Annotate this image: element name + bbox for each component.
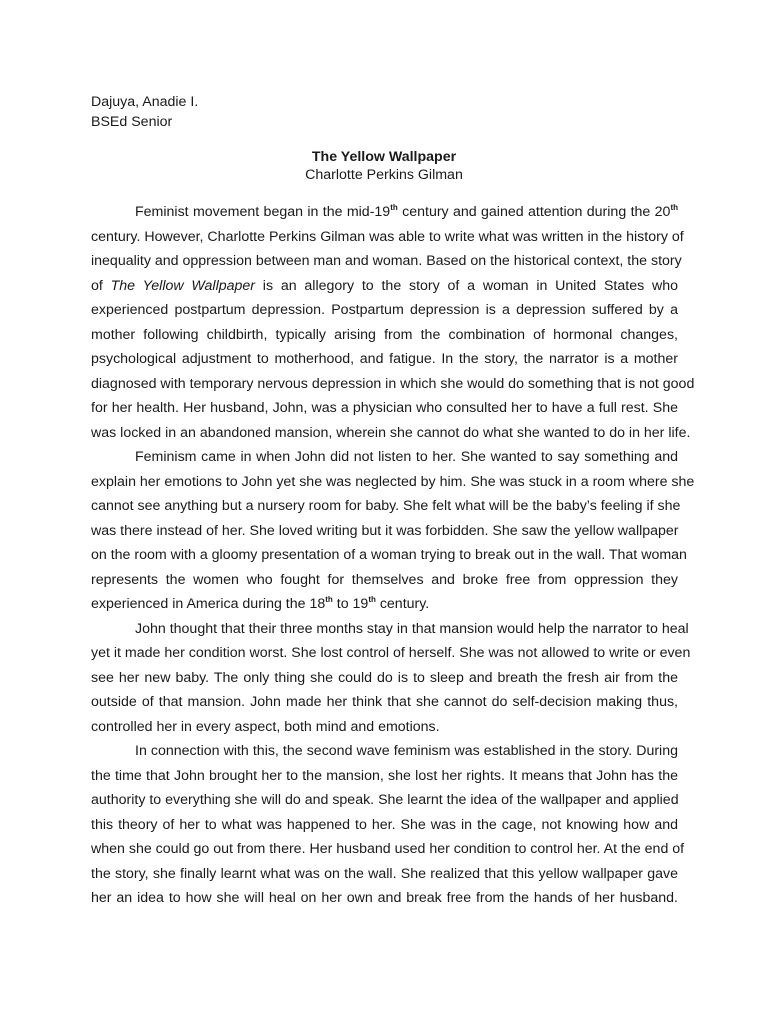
paragraph-line: authority to everything she will do and speak. She learnt the idea of the wallpaper and applied <box>91 792 679 808</box>
paragraph-line: was there instead of her. She loved writing but it was forbidden. She saw the yellow wallpaper <box>91 522 679 539</box>
paragraph-line: the story, she finally learnt what was on the wall. She realized that this yellow wallpaper gave <box>91 865 678 882</box>
paragraph-line: cannot see anything but a nursery room for baby. She felt what will be the baby’s feeling if she <box>91 498 681 514</box>
paragraph-line: the time that John brought her to the mansion, she lost her rights. It means that John has the <box>91 767 678 784</box>
paragraph-line: Feminism came in when John did not listen to her. She wanted to say something and <box>135 449 678 465</box>
paragraph-line: her an idea to how she will heal on her own and break free from the hands of her husband. <box>91 890 678 906</box>
paragraph-line: explain her emotions to John yet she was neglected by him. She was stuck in a room where she <box>91 473 695 490</box>
paragraph-line: diagnosed with temporary nervous depression in which she would do something that is not good <box>91 375 695 392</box>
paragraph-line: when she could go out from there. Her husband used her condition to control her. At the end of <box>91 841 685 857</box>
essay-title: The Yellow Wallpaper <box>311 149 457 165</box>
paragraph-line: outside of that mansion. John made her think that she cannot do self-decision making thus, <box>91 694 678 710</box>
paragraph-line: yet it made her condition worst. She lost control of herself. She was not allowed to write or even <box>91 645 691 661</box>
paragraph-line: this theory of her to what was happened to her. She was in the cage, not knowing how and <box>91 816 678 833</box>
paragraph-line: of The Yellow Wallpaper is an allegory to the story of a woman in United States who <box>91 277 678 294</box>
paragraph-3 <box>91 617 691 740</box>
paragraph-line: psychological adjustment to motherhood, and fatigue. In the story, the narrator is a mother <box>91 351 678 367</box>
author-header <box>91 92 198 132</box>
paragraph-line: John thought that their three months stay in that mansion would help the narrator to heal <box>135 620 689 637</box>
paragraph-line: mother following childbirth, typically arising from the combination of hormonal changes, <box>91 326 678 343</box>
paragraph-1 <box>91 200 695 445</box>
essay-subtitle: Charlotte Perkins Gilman <box>305 167 463 183</box>
paragraph-line: inequality and oppression between man and woman. Based on the historical context, the story <box>91 253 682 269</box>
paragraph-line: experienced postpartum depression. Postpartum depression is a depression suffered by a <box>91 302 678 318</box>
paragraph-line: In connection with this, the second wave feminism was established in the story. During <box>135 743 678 759</box>
paragraph-line: see her new baby. The only thing she could do is to sleep and breath the fresh air from the <box>91 669 678 686</box>
paragraph-line: controlled her in every aspect, both mind and emotions. <box>91 718 440 735</box>
paragraph-line: on the room with a gloomy presentation of a woman trying to break out in the wall. That woman <box>91 547 687 563</box>
paragraph-line: for her health. Her husband, John, was a physician who consulted her to have a full rest. She <box>91 400 678 416</box>
book-title-italic: The Yellow Wallpaper <box>110 277 256 294</box>
paragraph-2 <box>91 445 695 617</box>
author-course: BSEd Senior <box>91 114 173 130</box>
paragraph-line: century. However, Charlotte Perkins Gilman was able to write what was written in the history of <box>91 228 684 245</box>
essay-body <box>91 200 695 911</box>
paragraph-line: Feminist movement began in the mid-19th century and gained attention during the 20th <box>135 203 678 220</box>
paragraph-line: experienced in America during the 18th to 19th century. <box>91 595 430 612</box>
author-name: Dajuya, Anadie I. <box>91 94 199 110</box>
paragraph-line: was locked in an abandoned mansion, wherein she cannot do what she wanted to do in her life. <box>91 424 691 441</box>
paragraph-line: represents the women who fought for themselves and broke free from oppression they <box>91 571 678 588</box>
paragraph-4 <box>91 739 685 911</box>
